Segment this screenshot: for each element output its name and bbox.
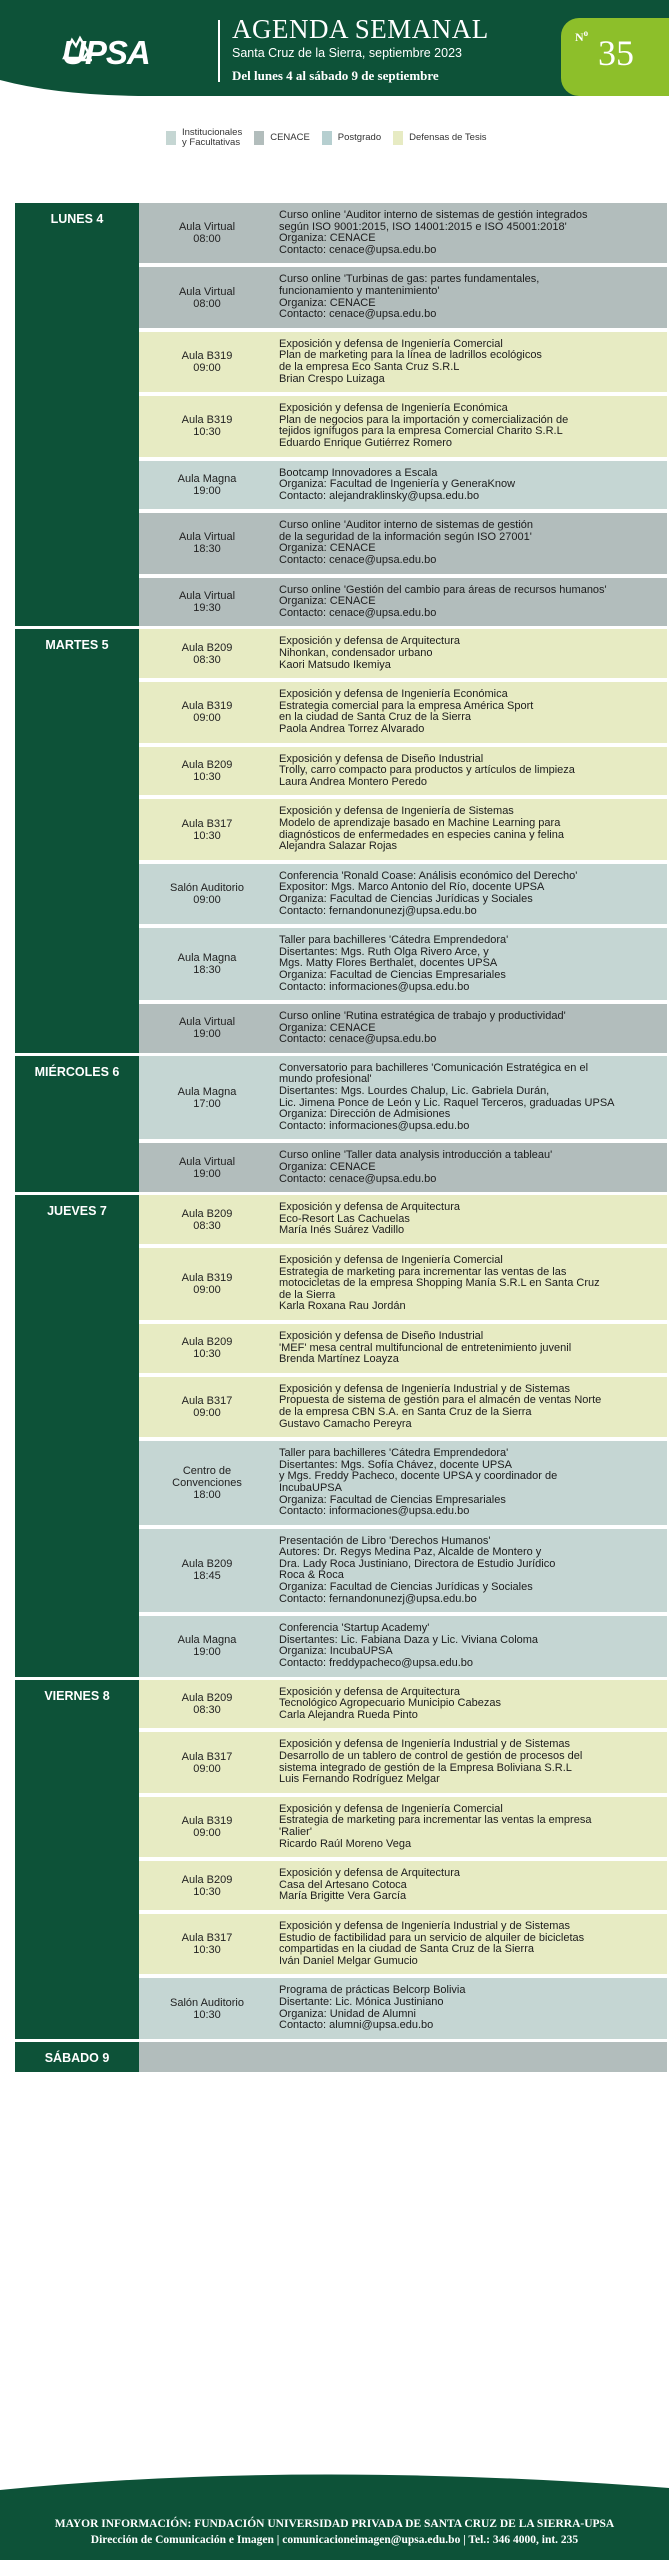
event-description: Exposición y defensa de Diseño Industrial Trolly, carro compacto para productos y artículos de limpieza Laura Andrea Montero Peredo xyxy=(279,752,575,788)
page-subtitle: Santa Cruz de la Sierra, septiembre 2023 xyxy=(232,46,462,60)
event-row xyxy=(139,747,667,800)
event-room-time: Aula B209 08:30 xyxy=(181,641,233,666)
legend-item xyxy=(166,128,242,148)
event-row xyxy=(139,1248,667,1324)
event-room-time: Aula B319 09:00 xyxy=(181,349,233,374)
footer xyxy=(0,2470,669,2560)
day-events xyxy=(139,203,667,626)
issue-prefix-letter: N xyxy=(575,30,584,44)
day-block xyxy=(15,1192,667,1676)
issue-number-prefix xyxy=(575,28,588,45)
day-label: SÁBADO 9 xyxy=(15,2042,139,2072)
event-row xyxy=(139,461,667,514)
event-row xyxy=(139,578,667,627)
legend-label: Defensas de Tesis xyxy=(409,132,487,143)
event-room-time: Aula Magna 19:00 xyxy=(177,472,237,497)
issue-prefix-sup: o xyxy=(583,28,589,38)
event-description: Curso online 'Rutina estratégica de trabajo y productividad' Organiza: CENACE Contacto: cenace@upsa.edu.bo xyxy=(279,1010,566,1046)
event-room-time: Salón Auditorio 09:00 xyxy=(170,881,244,906)
event-room-time: Aula Virtual 19:00 xyxy=(178,1016,236,1041)
event-room-time: Aula B317 10:30 xyxy=(181,1932,233,1957)
event-description: Exposición y defensa de Arquitectura Eco-Resort Las Cachuelas María Inés Suárez Vadillo xyxy=(279,1201,461,1237)
event-room-time: Aula B317 09:00 xyxy=(181,1750,233,1775)
legend-swatch xyxy=(393,131,403,145)
legend-swatch xyxy=(166,131,176,145)
event-room-time: Aula Virtual 08:00 xyxy=(178,285,236,310)
event-description: Exposición y defensa de Ingeniería Económica Estrategia comercial para la empresa América Sport en la ciudad de Santa Cruz de la Sierra Paola Andrea Torrez Alvarado xyxy=(279,688,534,735)
event-description: Curso online 'Taller data analysis introducción a tableau' Organiza: CENACE Contacto: cenace@upsa.edu.bo xyxy=(279,1149,553,1185)
event-description: Curso online 'Auditor interno de sistemas de gestión de la seguridad de la información según ISO 27001' Organiza: CENACE Contacto: cenace@upsa.edu.bo xyxy=(279,519,534,567)
event-row xyxy=(139,1797,667,1861)
event-description: Exposición y defensa de Ingeniería Comercial Estrategia de marketing para incrementar las ventas de las motocicletas de la empresa Shopping Manía S.R.L en Santa Cruz de la Sierra Karla Roxana Rau Jordán xyxy=(279,1254,600,1313)
event-row xyxy=(139,799,667,863)
event-room-time: Aula B317 09:00 xyxy=(181,1394,233,1419)
event-room-time: Aula Virtual 19:00 xyxy=(178,1155,236,1180)
event-room-time: Aula Magna 17:00 xyxy=(177,1085,237,1110)
header xyxy=(0,0,669,110)
legend-label: CENACE xyxy=(270,132,310,143)
event-row xyxy=(139,1680,667,1733)
event-row xyxy=(139,1861,667,1914)
event-description: Conversatorio para bachilleres 'Comunicación Estratégica en el mundo profesional' Disertantes: Mgs. Lourdes Chalup, Lic. Gabriela Durán, Lic. Jimena Ponce de León y Lic. Raquel Terceros, graduadas UPSA Organiza: Dirección de Admisiones Contacto: informaciones@upsa.edu.bo xyxy=(279,1061,615,1132)
day-block xyxy=(15,1677,667,2039)
legend-label: Postgrado xyxy=(337,132,382,143)
event-row xyxy=(139,1914,667,1978)
event-room-time: Aula B319 10:30 xyxy=(181,414,233,439)
day-events xyxy=(139,2042,667,2072)
page-title: AGENDA SEMANAL xyxy=(232,14,489,44)
event-room-time: Aula Virtual 08:00 xyxy=(178,221,236,246)
event-description: Presentación de Libro 'Derechos Humanos' Autores: Dr. Regys Medina Paz, Alcalde de Montero y Dra. Lady Roca Justiniano, Directora de Estudio Jurídico Roca & Roca Organiza: Facultad de Ciencias Jurídicas y Sociales Contacto: fernandonunezj@upsa.edu.bo xyxy=(279,1534,556,1605)
event-room-time: Centro de Convenciones 18:00 xyxy=(172,1464,242,1501)
event-description: Exposición y defensa de Ingeniería Industrial y de Sistemas Desarrollo de un tablero de control de gestión de procesos del sistema integrado de gestión de la Empresa Boliviana S.R.L Luis Fernando Rodríguez Melgar xyxy=(279,1738,583,1786)
day-events xyxy=(139,1195,667,1676)
logo-text: UPSA xyxy=(62,34,150,71)
event-room-time: Salón Auditorio 10:30 xyxy=(170,1996,244,2021)
event-row xyxy=(139,1324,667,1377)
weekly-schedule xyxy=(15,200,667,2072)
legend-swatch xyxy=(322,131,332,145)
event-row xyxy=(139,203,667,267)
upsa-logo xyxy=(62,34,150,72)
legend-label: Institucionales y Facultativas xyxy=(182,127,243,148)
event-row xyxy=(139,1616,667,1676)
event-description: Bootcamp Innovadores a Escala Organiza: Facultad de Ingeniería y GeneraKnow Contacto: alejandraklinsky@upsa.edu.bo xyxy=(279,466,516,502)
event-description: Curso online 'Auditor interno de sistemas de gestión integrados según ISO 9001:2015, ISO 14001:2015 e ISO 45001:2018' Organiza: CENACE Contacto: cenace@upsa.edu.bo xyxy=(279,209,588,256)
day-label: VIERNES 8 xyxy=(15,1680,139,2039)
event-description: Exposición y defensa de Arquitectura Tecnológico Agropecuario Municipio Cabezas Carla Alejandra Rueda Pinto xyxy=(279,1685,501,1721)
event-row xyxy=(139,928,667,1004)
legend-item xyxy=(254,131,310,145)
day-block xyxy=(15,2039,667,2072)
event-description: Exposición y defensa de Ingeniería de Sistemas Modelo de aprendizaje basado en Machine Learning para diagnósticos de enfermedades en especies canina y felina Alejandra Salazar Rojas xyxy=(279,805,564,853)
event-row xyxy=(139,1004,667,1053)
event-description: Exposición y defensa de Ingeniería Industrial y de Sistemas Estudio de factibilidad para un servicio de alquiler de bicicletas compartidas en la ciudad de Santa Cruz de la Sierra Iván Daniel Melgar Gumucio xyxy=(279,1919,585,1967)
event-row xyxy=(139,864,667,928)
event-description: Taller para bachilleres 'Cátedra Emprendedora' Disertantes: Mgs. Ruth Olga Rivero Arce, y Mgs. Matty Flores Berthalet, docentes UPSA Organiza: Facultad de Ciencias Empresariales Contacto: informaciones@upsa.edu.bo xyxy=(279,934,509,993)
event-description: Exposición y defensa de Arquitectura Nihonkan, condensador urbano Kaori Matsudo Ikemiya xyxy=(279,635,461,671)
event-room-time: Aula Magna 18:30 xyxy=(177,952,237,977)
day-label: JUEVES 7 xyxy=(15,1195,139,1676)
day-label: LUNES 4 xyxy=(15,203,139,626)
event-description: Exposición y defensa de Ingeniería Comercial Plan de marketing para la línea de ladrillos ecológicos de la empresa Eco Santa Cruz S.R.L Brian Crespo Luizaga xyxy=(279,337,542,385)
issue-number: 35 xyxy=(598,33,634,73)
header-divider xyxy=(218,20,220,82)
event-description: Curso online 'Turbinas de gas: partes fundamentales, funcionamiento y mantenimiento' Organiza: CENACE Contacto: cenace@upsa.edu.bo xyxy=(279,273,540,321)
event-description: Curso online 'Gestión del cambio para áreas de recursos humanos' Organiza: CENACE Contacto: cenace@upsa.edu.bo xyxy=(279,583,607,619)
event-description: Exposición y defensa de Ingeniería Comercial Estrategia de marketing para incrementar las ventas la empresa 'Ralier' Ricardo Raúl Moreno Vega xyxy=(279,1802,592,1850)
event-row xyxy=(139,1195,667,1248)
event-row xyxy=(139,1978,667,2038)
day-events xyxy=(139,1680,667,2039)
legend-item xyxy=(393,131,486,145)
event-row xyxy=(139,267,667,331)
event-room-time: Aula B209 10:30 xyxy=(181,1336,233,1361)
event-room-time: Aula B209 10:30 xyxy=(181,1873,233,1898)
event-room-time: Aula B209 10:30 xyxy=(181,758,233,783)
event-room-time: Aula Magna 19:00 xyxy=(177,1634,237,1659)
event-room-time: Aula B209 08:30 xyxy=(181,1207,233,1232)
event-row xyxy=(139,513,667,577)
day-block xyxy=(15,626,667,1052)
event-room-time: Aula B209 08:30 xyxy=(181,1692,233,1717)
event-description: Exposición y defensa de Ingeniería Económica Plan de negocios para la importación y comercialización de tejidos ignífugos para la empresa Comercial Charito S.R.L Eduardo Enrique Gutiérrez Romero xyxy=(279,402,569,449)
event-row xyxy=(139,682,667,746)
event-description: Taller para bachilleres 'Cátedra Emprendedora' Disertantes: Mgs. Sofía Chávez, docente UPSA y Mgs. Freddy Pacheco, docente UPSA y coordinador de IncubaUPSA Organiza: Facultad de Ciencias Empresariales Contacto: informaciones@upsa.edu.bo xyxy=(279,1447,558,1518)
event-room-time: Aula Virtual 18:30 xyxy=(178,531,236,556)
event-room-time: Aula B317 10:30 xyxy=(181,817,233,842)
day-block xyxy=(15,1053,667,1192)
day-label: MARTES 5 xyxy=(15,629,139,1052)
day-events xyxy=(139,629,667,1052)
footer-background xyxy=(0,2470,669,2560)
event-description: Exposición y defensa de Diseño Industrial 'MEF' mesa central multifuncional de entretenimiento juvenil Brenda Martínez Loayza xyxy=(279,1329,572,1366)
event-description: Conferencia 'Startup Academy' Disertantes: Lic. Fabiana Daza y Lic. Viviana Coloma Organiza: IncubaUPSA Contacto: freddypacheco@upsa.edu.bo xyxy=(279,1622,539,1670)
event-description: Programa de prácticas Belcorp Bolivia Disertante: Lic. Mónica Justiniano Organiza: Unidad de Alumni Contacto: alumni@upsa.edu.bo xyxy=(279,1984,466,2032)
event-description: Exposición y defensa de Arquitectura Casa del Artesano Cotoca María Brigitte Vera García xyxy=(279,1867,461,1903)
legend-swatch xyxy=(254,131,264,145)
event-room-time: Aula B209 18:45 xyxy=(181,1558,233,1583)
event-row xyxy=(139,396,667,460)
event-row xyxy=(139,1441,667,1529)
day-label: MIÉRCOLES 6 xyxy=(15,1056,139,1192)
event-description: Exposición y defensa de Ingeniería Industrial y de Sistemas Propuesta de sistema de gestión para el almacén de ventas Norte de la empresa CBN S.A. en Santa Cruz de la Sierra Gustavo Camacho Pereyra xyxy=(279,1382,602,1430)
event-row xyxy=(139,629,667,682)
event-room-time: Aula B319 09:00 xyxy=(181,1271,233,1296)
event-description: Conferencia 'Ronald Coase: Análisis económico del Derecho' Expositor: Mgs. Marco Antonio del Río, docente UPSA Organiza: Facultad de Ciencias Jurídicas y Sociales Contacto: fernandonunezj@upsa.edu.bo xyxy=(279,869,578,917)
date-range: Del lunes 4 al sábado 9 de septiembre xyxy=(232,68,439,83)
event-room-time: Aula B319 09:00 xyxy=(181,1814,233,1839)
footer-contact-line: Dirección de Comunicación e Imagen | comunicacioneimagen@upsa.edu.bo | Tel.: 346 4000, int. 235 xyxy=(90,2534,579,2546)
event-row xyxy=(139,332,667,396)
category-legend xyxy=(166,128,499,148)
day-block xyxy=(15,200,667,626)
issue-number-badge xyxy=(561,18,669,96)
event-row xyxy=(139,1143,667,1192)
upsa-crest-icon xyxy=(62,34,96,62)
event-row xyxy=(139,1377,667,1441)
legend-item xyxy=(322,131,381,145)
event-room-time: Aula B319 09:00 xyxy=(181,700,233,725)
event-row xyxy=(139,1529,667,1617)
event-row xyxy=(139,1056,667,1144)
event-row xyxy=(139,1732,667,1796)
day-events xyxy=(139,1056,667,1192)
footer-info-line: MAYOR INFORMACIÓN: FUNDACIÓN UNIVERSIDAD PRIVADA DE SANTA CRUZ DE LA SIERRA-UPSA xyxy=(54,2518,615,2530)
event-room-time: Aula Virtual 19:30 xyxy=(178,590,236,615)
